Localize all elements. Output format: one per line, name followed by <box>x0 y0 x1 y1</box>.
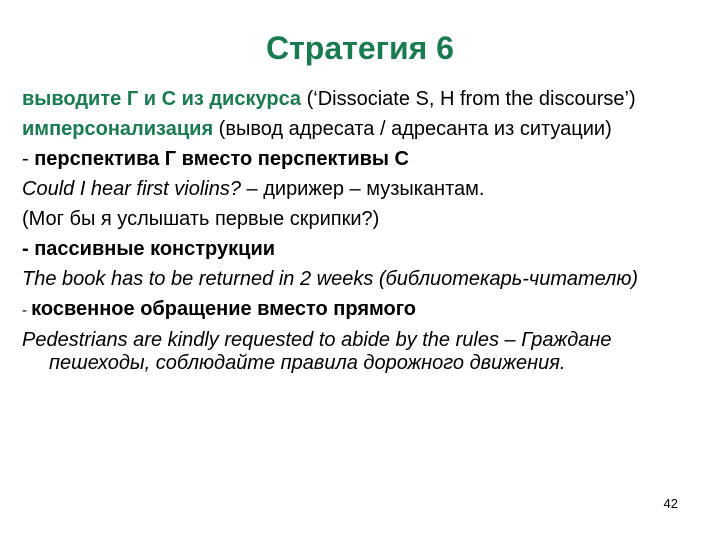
line-translation-violins: (Мог бы я услышать первые скрипки?) <box>22 208 380 230</box>
page-number: 42 <box>663 496 678 511</box>
slide-body <box>22 88 702 382</box>
gloss-impersonalization: (вывод адресата / адресанта из ситуации) <box>213 118 612 140</box>
term-indirect-address: косвенное обращение вместо прямого <box>31 298 417 320</box>
line-dissociate <box>22 88 702 111</box>
term-impersonalization: имперсонализация <box>22 118 214 140</box>
term-dissociate: выводите Г и С из дискурса <box>22 88 302 110</box>
line-example-pedestrians: Pedestrians are kindly requested to abide by the rules – Граждане пешеходы, соблюдайте правила дорожного движения. <box>22 329 612 374</box>
example-violins: Could I hear first violins? <box>22 178 241 200</box>
line-indirect-address <box>22 298 702 322</box>
line-speaker-perspective <box>22 148 702 171</box>
line-impersonalization <box>22 118 702 141</box>
slide-title: Стратегия 6 <box>266 30 454 66</box>
dash-marker: - <box>22 148 35 170</box>
dash-marker: - <box>22 302 32 319</box>
term-speaker-perspective: перспектива Г вместо перспективы С <box>34 148 410 170</box>
line-passive-constructions: - пассивные конструкции <box>22 238 276 260</box>
gloss-dissociate: (‘Dissociate S, H from the discourse’) <box>301 88 636 110</box>
line-example-book: The book has to be returned in 2 weeks (библиотекарь-читателю) <box>22 268 639 290</box>
example-violins-context: – дирижер – музыкантам. <box>240 178 485 200</box>
line-example-violins <box>22 178 702 201</box>
